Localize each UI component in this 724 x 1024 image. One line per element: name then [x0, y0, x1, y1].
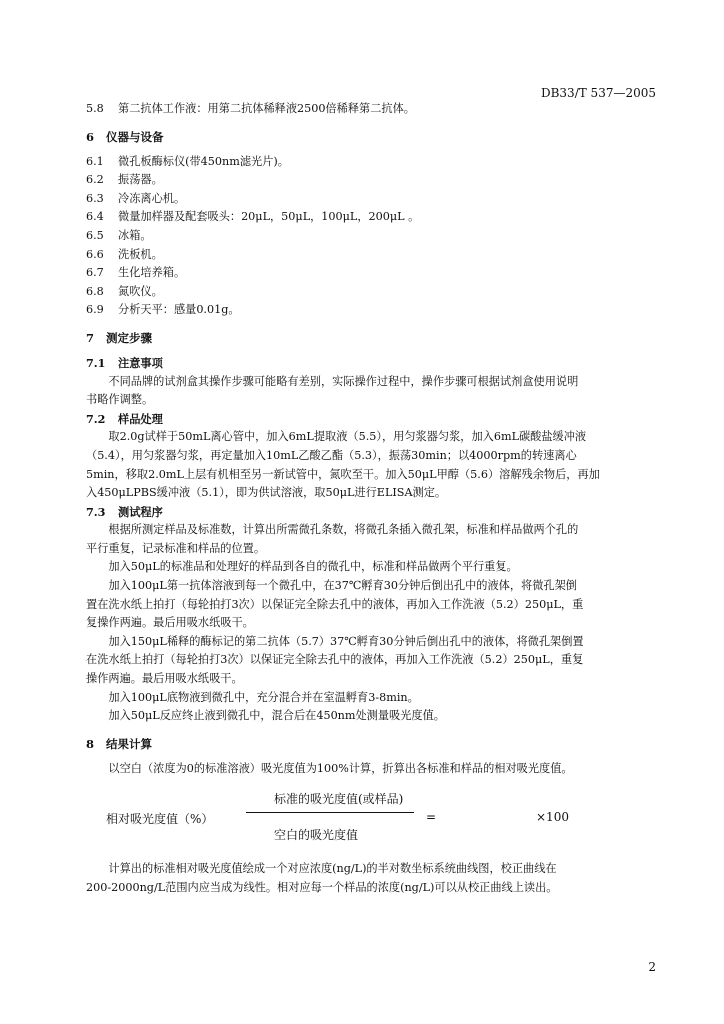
- item-number: 6.3: [86, 191, 104, 205]
- subsection-7-3-heading: [86, 503, 656, 522]
- subsection-7-1-heading: [86, 354, 656, 373]
- item-text: 冰箱。: [118, 228, 152, 242]
- subsection-number: 7.3: [86, 504, 106, 519]
- formula-denominator: 空白的吸光度值: [274, 828, 359, 843]
- section-title: 结果计算: [106, 736, 152, 751]
- item-text: 氮吹仪。: [118, 284, 163, 298]
- text-line: 200-2000ng/L范围内应当成为线性。相对应每一个样品的浓度(ng/L)可以从校正曲线上读出。: [86, 881, 558, 894]
- section-title: 仪器与设备: [106, 129, 164, 144]
- page-number: 2: [648, 960, 656, 974]
- subsection-title: 样品处理: [118, 411, 163, 426]
- text-line: 加入100μL底物液到微孔中，充分混合并在室温孵育3-8min。: [108, 690, 419, 704]
- item-text: 分析天平：感量0.01g。: [118, 303, 240, 317]
- fraction-bar: [246, 812, 414, 813]
- text-line: 根据所测定样品及标准数，计算出所需微孔条数，将微孔条插入微孔架，标准和样品做两个孔的: [108, 523, 579, 537]
- item-number: 6.7: [86, 266, 104, 280]
- section-number: 6: [86, 129, 95, 144]
- list-item: [86, 171, 656, 190]
- text-line: （5.4），用匀浆器匀浆，再定量加入10mL乙酸乙酯（5.3），振荡30min；以4000rpm的转速离心: [86, 448, 577, 462]
- text-line: 加入150μL稀释的酶标记的第二抗体（5.7）37℃孵育30分钟后倒出孔中的液体，将微孔架倒置: [108, 634, 584, 648]
- text-line: 以空白（浓度为0的标准溶液）吸光度值为100%计算，折算出各标准和样品的相对吸光度值。: [108, 761, 573, 775]
- text-line: 置在洗水纸上拍打（每轮拍打3次）以保证完全除去孔中的液体，再加入工作洗液（5.2）250μL，重: [86, 597, 584, 611]
- text-line: 不同品牌的试剂盒其操作步骤可能略有差别，实际操作过程中，操作步骤可根据试剂盒使用说明: [108, 374, 579, 388]
- list-item: [86, 264, 656, 283]
- text-line: 书略作调整。: [86, 393, 154, 407]
- text-line: 加入50μL的标准品和处理好的样品到各自的微孔中，标准和样品做两个平行重复。: [108, 560, 518, 574]
- text-line: 入450μLPBS缓冲液（5.1），即为供试溶液，取50μL进行ELISA测定。: [86, 486, 447, 500]
- list-item: [86, 190, 656, 209]
- item-number: 6.2: [86, 173, 104, 187]
- page-content: [86, 100, 656, 898]
- item-text: 洗板机。: [118, 247, 163, 261]
- list-item: [86, 153, 656, 172]
- paragraph: [86, 521, 656, 726]
- section-number: 7: [86, 330, 95, 345]
- item-number: 6.1: [86, 154, 104, 168]
- list-item: [86, 246, 656, 265]
- formula-multiplier: ×100: [536, 810, 569, 825]
- item-text: 生化培养箱。: [118, 266, 186, 280]
- list-item: [86, 301, 656, 320]
- subsection-title: 注意事项: [118, 355, 163, 370]
- text-line: 平行重复，记录标准和样品的位置。: [86, 541, 266, 555]
- item-number: 6.5: [86, 228, 104, 242]
- formula-equals: =: [426, 810, 437, 825]
- item-text: 第二抗体工作液：用第二抗体稀释液2500倍稀释第二抗体。: [118, 102, 415, 115]
- section-6-heading: [86, 128, 656, 147]
- formula-numerator: 标准的吸光度值(或样品): [274, 792, 404, 807]
- section-7-heading: [86, 329, 656, 348]
- paragraph: [86, 428, 656, 502]
- section-number: 8: [86, 736, 95, 751]
- relative-absorbance-formula: [86, 788, 656, 854]
- item-text: 振荡器。: [118, 173, 163, 187]
- subsection-number: 7.2: [86, 411, 106, 426]
- section-8-heading: [86, 735, 656, 754]
- item-text: 冷冻离心机。: [118, 191, 186, 205]
- item-text: 微量加样器及配套吸头：20μL，50μL，100μL，200μL 。: [118, 210, 420, 224]
- list-item: [86, 227, 656, 246]
- item-number: 5.8: [86, 102, 104, 115]
- list-item: [86, 283, 656, 302]
- paragraph: [86, 860, 656, 897]
- paragraph: [86, 373, 656, 410]
- standard-code-header: DB33/T 537—2005: [540, 86, 656, 100]
- section-title: 测定步骤: [106, 330, 152, 345]
- subsection-title: 测试程序: [118, 504, 163, 519]
- item-number: 6.9: [86, 303, 104, 317]
- item-number: 6.6: [86, 247, 104, 261]
- item-5-8: [86, 100, 656, 119]
- item-number: 6.8: [86, 284, 104, 298]
- text-line: 取2.0g试样于50mL离心管中，加入6mL提取液（5.5），用匀浆器匀浆，加入6mL碳酸盐缓冲液: [108, 430, 587, 444]
- text-line: 计算出的标准相对吸光度值绘成一个对应浓度(ng/L)的半对数坐标系统曲线图，校正曲线在: [108, 862, 557, 876]
- item-number: 6.4: [86, 210, 104, 224]
- text-line: 加入50μL反应终止液到微孔中，混合后在450nm处测量吸光度值。: [108, 709, 445, 723]
- text-line: 在洗水纸上拍打（每轮拍打3次）以保证完全除去孔中的液体，再加入工作洗液（5.2）250μL，重复: [86, 653, 584, 667]
- text-line: 操作两遍。最后用吸水纸吸干。: [86, 672, 243, 686]
- subsection-7-2-heading: [86, 410, 656, 429]
- text-line: 复操作两遍。最后用吸水纸吸干。: [86, 616, 254, 630]
- paragraph: [86, 760, 656, 779]
- subsection-number: 7.1: [86, 355, 106, 370]
- formula-lhs: 相对吸光度值（%）: [106, 812, 214, 827]
- item-text: 微孔板酶标仪(带450nm滤光片)。: [118, 154, 289, 168]
- list-item: [86, 208, 656, 227]
- text-line: 5min，移取2.0mL上层有机相至另一新试管中，氮吹至干。加入50μL甲醇（5.6）溶解残余物后，再加: [86, 467, 600, 481]
- text-line: 加入100μL第一抗体溶液到每一个微孔中，在37℃孵育30分钟后倒出孔中的液体，将微孔架倒: [108, 579, 577, 593]
